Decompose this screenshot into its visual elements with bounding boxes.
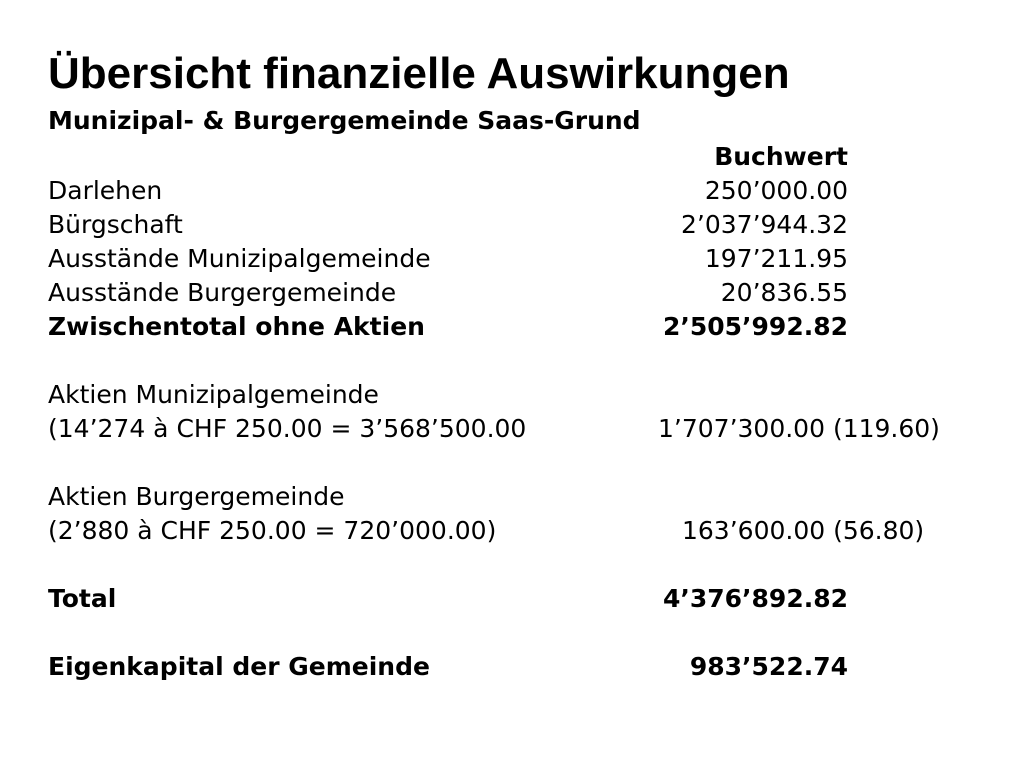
shares-muni-value: 1’707’300.00 (119.60) <box>658 414 940 443</box>
row-label-darlehen: Darlehen <box>48 176 163 205</box>
total-label: Total <box>48 584 117 613</box>
equity-label: Eigenkapital der Gemeinde <box>48 652 430 681</box>
subtotal-value: 2’505’992.82 <box>662 312 848 341</box>
row-label-ausstaende-muni: Ausstände Munizipalgemeinde <box>48 244 431 273</box>
row-label-buergschaft: Bürgschaft <box>48 210 183 239</box>
subtotal-label: Zwischentotal ohne Aktien <box>48 312 425 341</box>
row-value-darlehen: 250’000.00 <box>704 176 848 205</box>
row-value-ausstaende-muni: 197’211.95 <box>704 244 848 273</box>
shares-muni-detail: (14’274 à CHF 250.00 = 3’568’500.00 <box>48 414 527 443</box>
row-value-ausstaende-burger: 20’836.55 <box>720 278 848 307</box>
row-label-ausstaende-burger: Ausstände Burgergemeinde <box>48 278 397 307</box>
shares-burger-heading: Aktien Burgergemeinde <box>48 482 345 511</box>
subtitle: Munizipal- & Burgergemeinde Saas-Grund <box>48 106 641 135</box>
column-header-buchwert: Buchwert <box>714 142 848 171</box>
row-value-buergschaft: 2’037’944.32 <box>681 210 848 239</box>
page-title: Übersicht finanzielle Auswirkungen <box>48 49 790 98</box>
shares-burger-detail: (2’880 à CHF 250.00 = 720’000.00) <box>48 516 497 545</box>
shares-muni-heading: Aktien Munizipalgemeinde <box>48 380 379 409</box>
equity-value: 983’522.74 <box>689 652 848 681</box>
shares-burger-value: 163’600.00 (56.80) <box>682 516 925 545</box>
total-value: 4’376’892.82 <box>662 584 848 613</box>
